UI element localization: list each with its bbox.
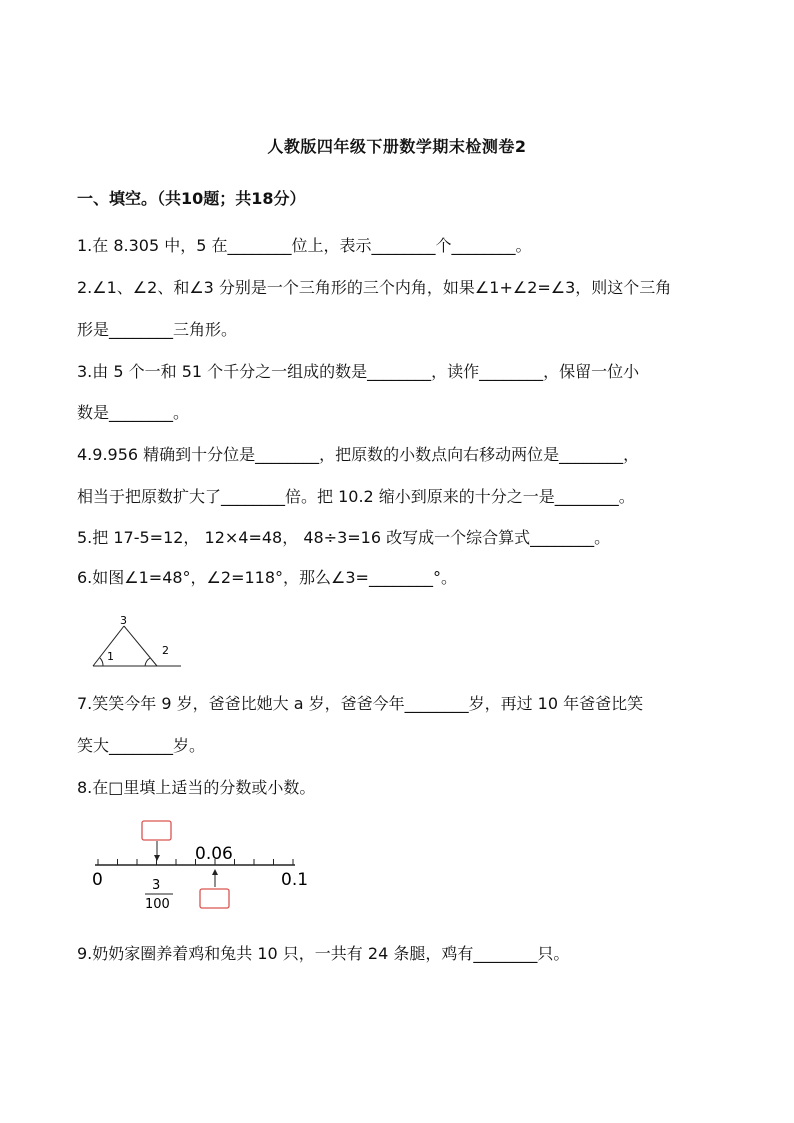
question-6: 6.如图∠1=48°，∠2=118°，那么∠3=________°。: [77, 568, 457, 587]
question-3-line-2: 数是________。: [77, 403, 190, 422]
label-0-06: 0.06: [195, 844, 233, 864]
question-5: 5.把 17-5=12， 12×4=48， 48÷3=16 改写成一个综合算式________。: [77, 528, 611, 547]
number-line-figure: [85, 815, 315, 915]
answer-box-bottom[interactable]: [200, 889, 229, 908]
answer-box-top[interactable]: [142, 821, 171, 840]
label-start: 0: [92, 870, 103, 890]
right-side: [124, 626, 157, 666]
question-9: 9.奶奶家圈养着鸡和兔共 10 只，一共有 24 条腿，鸡有________只。: [77, 944, 570, 963]
angle-2-arc: [145, 658, 150, 666]
question-1: 1.在 8.305 中，5 在________位上，表示________个________。: [77, 236, 532, 255]
question-2-line-1: 2.∠1、∠2、和∠3 分别是一个三角形的三个内角，如果∠1+∠2=∠3，则这个三角: [77, 278, 672, 297]
question-7-line-1: 7.笑笑今年 9 岁，爸爸比她大 a 岁，爸爸今年________岁，再过 10 年爸爸比笑: [77, 694, 644, 713]
angle-1-arc: [100, 658, 103, 666]
fraction-denominator: 100: [145, 897, 170, 912]
question-8: 8.在□里填上适当的分数或小数。: [77, 778, 316, 797]
question-3-line-1: 3.由 5 个一和 51 个千分之一组成的数是________，读作________，保留一位小: [77, 362, 640, 381]
fraction-numerator: 3: [152, 878, 161, 893]
label-angle-1: 1: [107, 650, 114, 663]
label-angle-2: 2: [162, 644, 169, 657]
page-title: 人教版四年级下册数学期末检测卷2: [267, 137, 527, 156]
label-end: 0.1: [281, 870, 309, 890]
question-4-line-2: 相当于把原数扩大了________倍。把 10.2 缩小到原来的十分之一是________。: [77, 487, 635, 506]
arrow-up-head: [212, 869, 218, 875]
question-7-line-2: 笑大________岁。: [77, 736, 206, 755]
label-angle-3: 3: [120, 614, 127, 627]
triangle-figure: [88, 612, 188, 674]
section-heading: 一、填空。（共10题；共18分）: [77, 189, 306, 208]
arrow-down-head: [154, 855, 160, 861]
question-4-line-1: 4.9.956 精确到十分位是________，把原数的小数点向右移动两位是________，: [77, 445, 640, 464]
question-2-line-2: 形是________三角形。: [77, 320, 238, 339]
